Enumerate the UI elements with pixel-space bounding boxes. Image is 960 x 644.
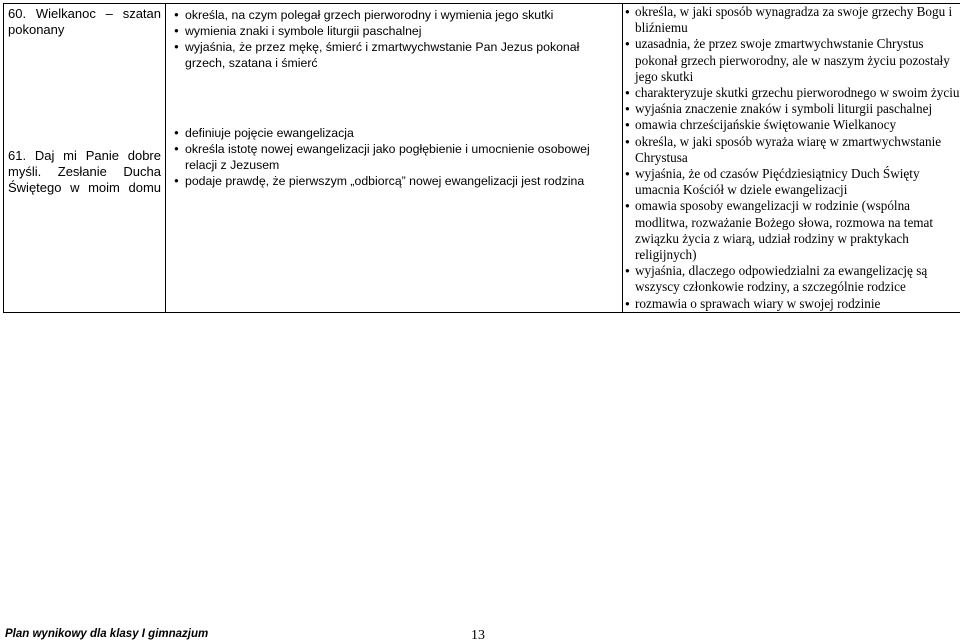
extended-requirements-cell (623, 4, 960, 313)
list-item: ● określa, w jaki sposób wyraża wiarę w zmartwychwstanie Chrystusa (623, 134, 960, 166)
list-item: ● określa, w jaki sposób wynagradza za swoje grzechy Bogu i bliźniemu (623, 4, 960, 36)
basic-requirements-cell (166, 4, 623, 313)
topic-60 (4, 4, 165, 146)
list-item: ● omawia chrześcijańskie świętowanie Wielkanocy (623, 117, 960, 133)
page-number: 13 (471, 628, 485, 643)
list-item: ● podaje prawdę, że pierwszym „odbiorcą” nowej ewangelizacji jest rodzina (166, 173, 616, 189)
list-item: ● rozmawia o sprawach wiary w swojej rodzinie (623, 296, 960, 312)
footer-title: Plan wynikowy dla klasy I gimnazjum (5, 628, 209, 640)
topic-61-line2: myśli. Zesłanie Ducha (8, 164, 161, 179)
list-item: ● wyjaśnia, że od czasów Pięćdziesiątnicy Duch Święty umacnia Kościół w dziele ewangelizacji (623, 166, 960, 198)
list-item: ● charakteryzuje skutki grzechu pierworodnego w swoim życiu (623, 85, 960, 101)
list-item: ● definiuje pojęcie ewangelizacja (166, 125, 616, 141)
list-item: ● uzasadnia, że przez swoje zmartwychwstanie Chrystus pokonał grzech pierworodny, ale w naszym życiu pozostały jego skutki (623, 36, 960, 85)
list-item: ● wymienia znaki i symbole liturgii paschalnej (166, 23, 616, 39)
topic-61-line1: 61. Daj mi Panie dobre (8, 148, 161, 163)
curriculum-table (3, 3, 960, 313)
list-item: ● wyjaśnia, że przez mękę, śmierć i zmartwychwstanie Pan Jezus pokonał grzech, szatana i śmierć (166, 39, 616, 71)
topic-61-line3: Świętego w moim domu (8, 180, 161, 195)
requirements-61 (166, 71, 622, 189)
topic-60-line1: 60. Wielkanoc – szatan (8, 6, 161, 21)
topic-61 (4, 146, 165, 294)
topic-60-line2: pokonany (8, 22, 65, 37)
list-item: ● określa, na czym polegał grzech pierworodny i wymienia jego skutki (166, 7, 616, 23)
list-item: ● wyjaśnia znaczenie znaków i symboli liturgii paschalnej (623, 101, 960, 117)
list-item: ● określa istotę nowej ewangelizacji jako pogłębienie i umocnienie osobowej relacji z Jezusem (166, 141, 616, 173)
list-item: ● wyjaśnia, dlaczego odpowiedzialni za ewangelizację są wszyscy członkowie rodziny, a szczególnie rodzice (623, 263, 960, 295)
list-item: ● omawia sposoby ewangelizacji w rodzinie (wspólna modlitwa, rozważanie Bożego słowa, rozmowa na temat związku życia z wiarą, udział rodziny w praktykach religijnych) (623, 198, 960, 263)
topic-cell (4, 4, 166, 313)
requirements-60 (166, 4, 622, 71)
